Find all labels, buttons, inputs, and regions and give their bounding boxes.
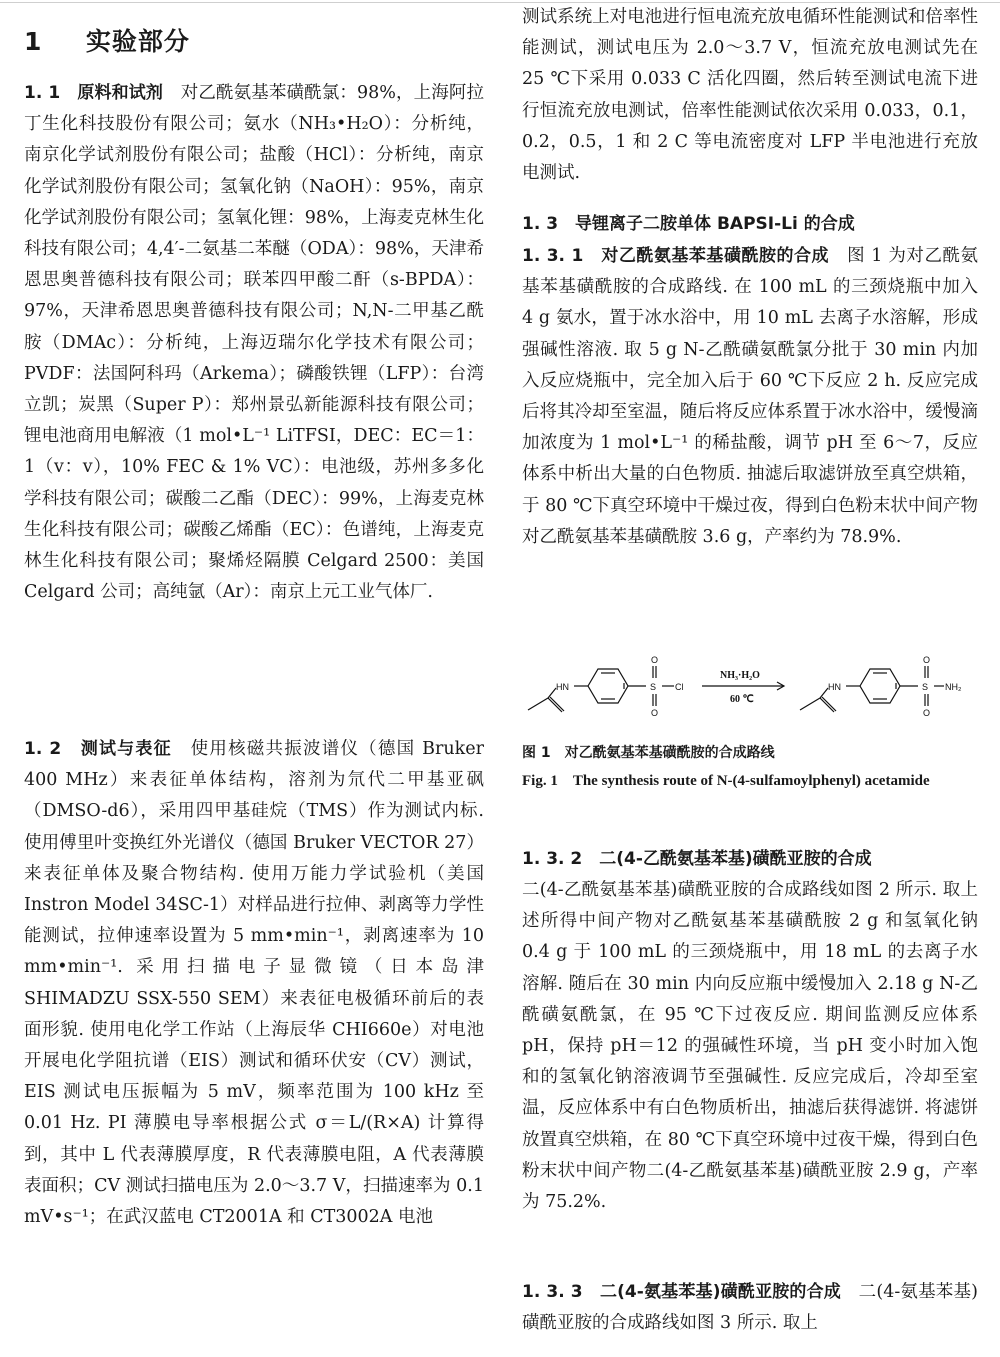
- atom-label: O: [651, 655, 659, 665]
- paragraph-materials: [24, 78, 484, 608]
- figure-1-caption-en: Fig. 1 The synthesis route of N-(4-sulfamoylphenyl) acetamide: [522, 773, 930, 789]
- subsection-heading-1-1: 1. 1 原料和试剂: [24, 83, 164, 103]
- paragraph-1-3-1: [522, 241, 978, 553]
- bond: [820, 688, 828, 698]
- paragraph-continuation: [522, 2, 978, 189]
- synthesis-1-text: 图 1 为对乙酰氨基苯基磺酰胺的合成路线. 在 100 mL 的三颈烧瓶中加入 4 g 氨水，置于冰水浴中，用 10 mL 去离子水溶解，形成强碱性溶液. 取 5 g N-乙酰磺氨酰氯分批于 30 min 内加入反应烧瓶中，完全加入后于 60 ℃下反应 2 h. 反应完成后将其冷却至室温，随后将反应体系置于冰水浴中，缓慢滴加浓度为 1 mol•L⁻¹ 的稀盐酸，调节 pH 至 6～7，反应体系中析出大量的白色物质. 抽滤后取滤饼放至真空烘箱，于 80 ℃下真空环境中干燥过夜，得到白色粉末状中间产物对乙酰氨基苯基磺酰胺 3.6 g，产率约为 78.9%.: [522, 246, 978, 547]
- benzene-ring: [860, 669, 900, 703]
- subsection-heading-1-3-2: 1. 3. 2 二(4-乙酰氨基苯基)磺酰亚胺的合成: [522, 849, 872, 869]
- section-heading: [24, 22, 484, 58]
- atom-label: HN: [556, 682, 569, 692]
- bond: [800, 698, 820, 710]
- condition-label: 60 ℃: [730, 694, 754, 705]
- bond: [528, 698, 548, 710]
- atom-label: O: [651, 708, 659, 718]
- subsection-heading-1-3: 1. 3 导锂离子二胺单体 BAPSI-Li 的合成: [522, 214, 855, 234]
- characterization-text: 使用核磁共振波谱仪（德国 Bruker 400 MHz）来表征单体结构，溶剂为氘代二甲基亚砜（DMSO-d6），采用四甲基硅烷（TMS）作为测试内标. 使用傅里叶变换红外光谱仪（德国 Bruker VECTOR 27）来表征单体及聚合物结构. 使用万能力学试验机（美国 Instron Model 34SC-1）对样品进行拉伸、剥离等力学性能测试，拉伸速率设置为 5 mm•min⁻¹，剥离速率为 10 mm•min⁻¹. 采用扫描电子显微镜（日本岛津 SHIMADZU SSX-550 SEM）来表征电极循环前后的表面形貌. 使用电化学工作站（上海辰华 CHI660e）对电池开展电化学阻抗谱（EIS）测试和循环伏安（CV）测试，EIS 测试电压振幅为 5 mV，频率范围为 100 kHz 至 0.01 Hz. PI 薄膜电导率根据公式 σ＝L/(R×A) 计算得到，其中 L 代表薄膜厚度，R 代表薄膜电阻，A 代表薄膜表面积；CV 测试扫描电压为 2.0～3.7 V，扫描速率为 0.1 mV•s⁻¹；在武汉蓝电 CT2001A 和 CT3002A 电池: [24, 739, 484, 1228]
- synthesis-3-text: 二(4-氨基苯基)磺酰亚胺的合成路线如图 3 所示. 取上: [522, 1282, 978, 1334]
- atom-label: O: [923, 655, 931, 665]
- subsection-heading-1-3-1: 1. 3. 1 对乙酰氨基苯基磺酰胺的合成: [522, 246, 830, 266]
- continuation-text: 测试系统上对电池进行恒电流充放电循环性能测试和倍率性能测试，测试电压为 2.0～3.7 V，恒流充放电测试先在 25 ℃下采用 0.033 C 活化四圈，然后转至测试电流下进行恒流充放电测试，倍率性能测试依次采用 0.033，0.1，0.2，0.5，1 和 2 C 等电流密度对 LFP 半电池进行充放电测试.: [522, 7, 978, 184]
- synthesis-scheme-figure: [522, 650, 978, 734]
- atom-label: NH₂: [945, 682, 962, 692]
- atom-label: S: [922, 682, 929, 692]
- figure-1-caption-zh: 图 1 对乙酰氨基苯基磺酰胺的合成路线: [522, 745, 775, 761]
- benzene-ring: [588, 669, 628, 703]
- bond: [548, 688, 556, 698]
- materials-text: 对乙酰氨基苯磺酰氯：98%，上海阿拉丁生化科技股份有限公司；氨水（NH₃•H₂O）：分析纯，南京化学试剂股份有限公司；盐酸（HCl）：分析纯，南京化学试剂股份有限公司；氢氧化钠（NaOH）：95%，南京化学试剂股份有限公司；氢氧化锂：98%，上海麦克林生化科技有限公司；4,4′-二氨基二苯醚（ODA）：98%，天津希恩思奥普德科技有限公司；联苯四甲酸二酐（s-BPDA）：97%，天津希恩思奥普德科技有限公司；N,N-二甲基乙酰胺（DMAc）：分析纯，上海迈瑞尔化学技术有限公司；PVDF：法国阿科玛（Arkema）；磷酸铁锂（LFP）：台湾立凯；炭黑（Super P）：郑州景弘新能源科技有限公司；锂电池商用电解液（1 mol•L⁻¹ LiTFSI，DEC：EC＝1：1（v：v），10% FEC & 1% VC）：电池级，苏州多多化学科技有限公司；碳酸二乙酯（DEC）：99%，上海麦克林生化科技有限公司；碳酸乙烯酯（EC）：色谱纯，上海麦克林生化科技有限公司；聚烯烃隔膜 Celgard 2500：美国 Celgard 公司；高纯氩（Ar）：南京上元工业气体厂.: [24, 83, 484, 603]
- bond: [550, 697, 564, 711]
- bond: [548, 698, 562, 712]
- atom-label: S: [650, 682, 657, 692]
- subsection-heading-1-3-3: 1. 3. 3 二(4-氨基苯基)磺酰亚胺的合成: [522, 1282, 841, 1302]
- section-number: 1: [24, 27, 43, 56]
- bond: [820, 698, 834, 712]
- atom-label: Cl: [675, 682, 684, 692]
- bond: [822, 697, 836, 711]
- paragraph-characterization: [24, 734, 484, 1233]
- paragraph-1-3-3: [522, 1277, 978, 1339]
- reagent-label: NH₃·H₂O: [720, 670, 760, 681]
- atom-label: HN: [828, 682, 841, 692]
- atom-label: O: [923, 708, 931, 718]
- section-title: 实验部分: [85, 27, 190, 56]
- subsection-heading-1-2: 1. 2 测试与表征: [24, 739, 172, 759]
- synthesis-2-text: 二(4-乙酰氨基苯基)磺酰亚胺的合成路线如图 2 所示. 取上述所得中间产物对乙酰氨基苯基磺酰胺 2 g 和氢氧化钠 0.4 g 于 100 mL 的三颈烧瓶中，用 18 mL 的去离子水溶解. 随后在 30 min 内向反应瓶中缓慢加入 2.18 g N-乙酰磺氨酰氯，在 95 ℃下过夜反应. 期间监测反应体系 pH，保持 pH＝12 的强碱性环境，当 pH 变小时加入饱和的氢氧化钠溶液调节至强碱性. 反应完成后，冷却至室温，反应体系中有白色物质析出，抽滤后获得滤饼. 将滤饼放置真空烘箱，在 80 ℃下真空环境中过夜干燥，得到白色粉末状中间产物二(4-乙酰氨基苯基)磺酰亚胺 2.9 g，产率为 75.2%.: [522, 880, 978, 1213]
- paragraph-1-3-2: [522, 875, 978, 1218]
